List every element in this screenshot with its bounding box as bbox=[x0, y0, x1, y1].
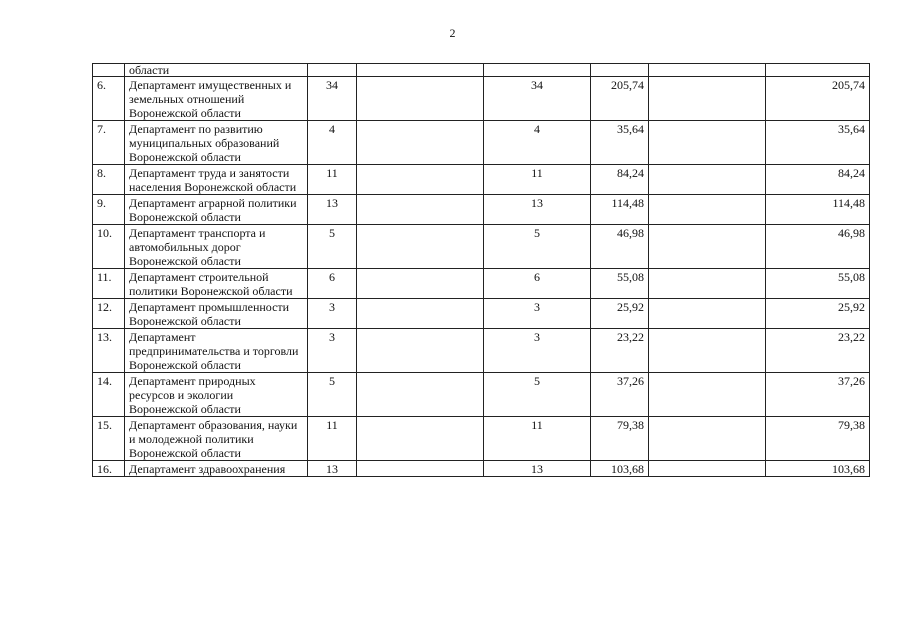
cell-number: 8. bbox=[93, 165, 125, 195]
cell-count: 3 bbox=[308, 299, 357, 329]
table-body bbox=[93, 64, 870, 477]
cell-empty bbox=[357, 64, 484, 77]
cell-department-name: Департамент промышленности Воронежской области bbox=[125, 299, 308, 329]
cell-number: 7. bbox=[93, 121, 125, 165]
cell-amount: 114,48 bbox=[591, 195, 649, 225]
cell-total: 205,74 bbox=[766, 77, 870, 121]
cell-count: 3 bbox=[308, 329, 357, 373]
cell-amount: 25,92 bbox=[591, 299, 649, 329]
cell-count-2: 3 bbox=[484, 299, 591, 329]
cell-count-2: 13 bbox=[484, 195, 591, 225]
cell-count-2: 5 bbox=[484, 225, 591, 269]
cell-total: 46,98 bbox=[766, 225, 870, 269]
cell-amount: 84,24 bbox=[591, 165, 649, 195]
cell-count-2: 4 bbox=[484, 121, 591, 165]
table-row bbox=[93, 461, 870, 477]
cell-count: 11 bbox=[308, 417, 357, 461]
cell-number: 11. bbox=[93, 269, 125, 299]
cell-empty bbox=[357, 225, 484, 269]
cell-number bbox=[93, 64, 125, 77]
cell-department-name: Департамент аграрной политики Воронежской области bbox=[125, 195, 308, 225]
table-row bbox=[93, 195, 870, 225]
cell-total: 35,64 bbox=[766, 121, 870, 165]
cell-empty-2 bbox=[649, 299, 766, 329]
cell-count-2: 11 bbox=[484, 165, 591, 195]
cell-empty-2 bbox=[649, 373, 766, 417]
table-row bbox=[93, 299, 870, 329]
cell-count: 5 bbox=[308, 225, 357, 269]
cell-department-name: Департамент по развитию муниципальных образований Воронежской области bbox=[125, 121, 308, 165]
cell-empty bbox=[357, 461, 484, 477]
cell-empty-2 bbox=[649, 165, 766, 195]
cell-count: 13 bbox=[308, 195, 357, 225]
cell-number: 10. bbox=[93, 225, 125, 269]
cell-empty-2 bbox=[649, 461, 766, 477]
cell-count-2: 6 bbox=[484, 269, 591, 299]
cell-count: 11 bbox=[308, 165, 357, 195]
cell-empty bbox=[357, 77, 484, 121]
cell-count-2: 34 bbox=[484, 77, 591, 121]
cell-department-name: Департамент природных ресурсов и экологии Воронежской области bbox=[125, 373, 308, 417]
page-number: 2 bbox=[449, 26, 456, 40]
cell-number: 16. bbox=[93, 461, 125, 477]
cell-number: 14. bbox=[93, 373, 125, 417]
cell-count: 34 bbox=[308, 77, 357, 121]
cell-number: 15. bbox=[93, 417, 125, 461]
table-row bbox=[93, 165, 870, 195]
cell-amount: 23,22 bbox=[591, 329, 649, 373]
cell-total: 103,68 bbox=[766, 461, 870, 477]
table-row bbox=[93, 373, 870, 417]
cell-number: 6. bbox=[93, 77, 125, 121]
cell-empty bbox=[357, 269, 484, 299]
cell-number: 12. bbox=[93, 299, 125, 329]
cell-count-2: 11 bbox=[484, 417, 591, 461]
cell-amount: 79,38 bbox=[591, 417, 649, 461]
cell-total: 84,24 bbox=[766, 165, 870, 195]
cell-total: 55,08 bbox=[766, 269, 870, 299]
table-row bbox=[93, 417, 870, 461]
cell-department-name: Департамент транспорта и автомобильных дорог Воронежской области bbox=[125, 225, 308, 269]
cell-count: 13 bbox=[308, 461, 357, 477]
cell-department-name: Департамент предпринимательства и торговли Воронежской области bbox=[125, 329, 308, 373]
cell-department-name: Департамент образования, науки и молодежной политики Воронежской области bbox=[125, 417, 308, 461]
cell-empty bbox=[357, 417, 484, 461]
cell-amount: 37,26 bbox=[591, 373, 649, 417]
cell-empty bbox=[357, 165, 484, 195]
cell-empty-2 bbox=[649, 269, 766, 299]
cell-count-2 bbox=[484, 64, 591, 77]
cell-amount: 103,68 bbox=[591, 461, 649, 477]
cell-empty-2 bbox=[649, 121, 766, 165]
cell-count-2: 3 bbox=[484, 329, 591, 373]
cell-number: 9. bbox=[93, 195, 125, 225]
cell-empty-2 bbox=[649, 329, 766, 373]
cell-count: 6 bbox=[308, 269, 357, 299]
cell-total: 25,92 bbox=[766, 299, 870, 329]
cell-department-name: Департамент труда и занятости населения Воронежской области bbox=[125, 165, 308, 195]
cell-department-name: области bbox=[125, 64, 308, 77]
cell-total bbox=[766, 64, 870, 77]
cell-department-name: Департамент здравоохранения bbox=[125, 461, 308, 477]
cell-empty bbox=[357, 373, 484, 417]
cell-empty-2 bbox=[649, 195, 766, 225]
cell-total: 37,26 bbox=[766, 373, 870, 417]
cell-amount: 205,74 bbox=[591, 77, 649, 121]
cell-empty bbox=[357, 121, 484, 165]
cell-empty bbox=[357, 329, 484, 373]
cell-department-name: Департамент строительной политики Воронежской области bbox=[125, 269, 308, 299]
cell-empty-2 bbox=[649, 225, 766, 269]
cell-empty-2 bbox=[649, 417, 766, 461]
cell-number: 13. bbox=[93, 329, 125, 373]
table-row-continuation bbox=[93, 64, 870, 77]
cell-empty bbox=[357, 195, 484, 225]
cell-total: 23,22 bbox=[766, 329, 870, 373]
table-row bbox=[93, 121, 870, 165]
cell-amount: 46,98 bbox=[591, 225, 649, 269]
cell-department-name: Департамент имущественных и земельных отношений Воронежской области bbox=[125, 77, 308, 121]
cell-count: 5 bbox=[308, 373, 357, 417]
cell-total: 114,48 bbox=[766, 195, 870, 225]
cell-count-2: 13 bbox=[484, 461, 591, 477]
cell-empty bbox=[357, 299, 484, 329]
table-row bbox=[93, 77, 870, 121]
cell-total: 79,38 bbox=[766, 417, 870, 461]
table-row bbox=[93, 329, 870, 373]
cell-count bbox=[308, 64, 357, 77]
cell-amount: 35,64 bbox=[591, 121, 649, 165]
cell-count: 4 bbox=[308, 121, 357, 165]
cell-amount: 55,08 bbox=[591, 269, 649, 299]
cell-empty-2 bbox=[649, 64, 766, 77]
department-table bbox=[92, 63, 870, 477]
cell-empty-2 bbox=[649, 77, 766, 121]
table-row bbox=[93, 225, 870, 269]
cell-amount bbox=[591, 64, 649, 77]
table-row bbox=[93, 269, 870, 299]
cell-count-2: 5 bbox=[484, 373, 591, 417]
